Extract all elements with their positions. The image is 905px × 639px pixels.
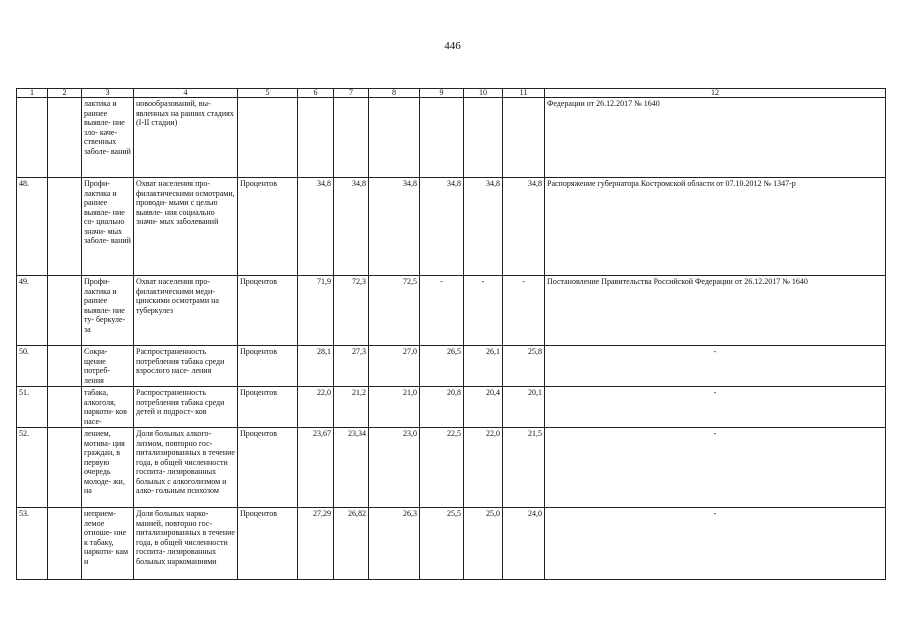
table-row xyxy=(17,98,886,178)
unit-cell: Процентов xyxy=(238,346,298,387)
program-indicators-table xyxy=(16,88,886,580)
unit-cell: Процентов xyxy=(238,178,298,276)
value-cell: 72,3 xyxy=(334,276,369,346)
value-cell: 22,5 xyxy=(420,428,464,508)
empty-cell xyxy=(48,98,82,178)
row-number: 48. xyxy=(17,178,48,276)
value-cell xyxy=(420,98,464,178)
unit-cell: Процентов xyxy=(238,276,298,346)
table-row xyxy=(17,428,886,508)
row-number: 49. xyxy=(17,276,48,346)
value-cell: 27,29 xyxy=(298,508,334,580)
value-cell: 27,0 xyxy=(369,346,420,387)
empty-cell xyxy=(48,508,82,580)
value-cell: - xyxy=(420,276,464,346)
table-row xyxy=(17,508,886,580)
col-header: 2 xyxy=(48,89,82,98)
col-header: 9 xyxy=(420,89,464,98)
col-header: 4 xyxy=(134,89,238,98)
row-number: 52. xyxy=(17,428,48,508)
table-row xyxy=(17,178,886,276)
value-cell: 20,8 xyxy=(420,387,464,428)
empty-cell xyxy=(48,387,82,428)
empty-cell xyxy=(48,346,82,387)
value-cell: 23,67 xyxy=(298,428,334,508)
value-cell: 22,0 xyxy=(298,387,334,428)
value-cell: 34,8 xyxy=(369,178,420,276)
basis-cell: Федерации от 26.12.2017 № 1640 xyxy=(545,98,886,178)
indicator-cell: Распространенность потребления табака среди взрослого насе- ления xyxy=(134,346,238,387)
row-number: 50. xyxy=(17,346,48,387)
value-cell: 26,82 xyxy=(334,508,369,580)
indicator-cell: Охват населения про- филактическими осмотрами, проводи- мыми с целью выявле- ния социально значи- мых заболеваний xyxy=(134,178,238,276)
unit-cell: Процентов xyxy=(238,387,298,428)
basis-cell: - xyxy=(545,428,886,508)
basis-cell: - xyxy=(545,508,886,580)
col-header: 7 xyxy=(334,89,369,98)
basis-cell: Постановление Правительства Российской Федерации от 26.12.2017 № 1640 xyxy=(545,276,886,346)
indicator-cell: новообразований, вы- явленных на ранних стадиях (I-II стадии) xyxy=(134,98,238,178)
value-cell: 72,5 xyxy=(369,276,420,346)
value-cell: 21,5 xyxy=(503,428,545,508)
value-cell: 25,8 xyxy=(503,346,545,387)
col-header: 5 xyxy=(238,89,298,98)
column-number-row xyxy=(17,89,886,98)
empty-cell xyxy=(48,178,82,276)
basis-cell: - xyxy=(545,387,886,428)
value-cell: 34,8 xyxy=(503,178,545,276)
value-cell: 34,8 xyxy=(464,178,503,276)
value-cell: 23,34 xyxy=(334,428,369,508)
value-cell: 24,0 xyxy=(503,508,545,580)
col-header: 3 xyxy=(82,89,134,98)
task-cell: неприем- лемое отноше- ние к табаку, наркоти- кам и xyxy=(82,508,134,580)
value-cell: 27,3 xyxy=(334,346,369,387)
row-number: 51. xyxy=(17,387,48,428)
empty-cell xyxy=(48,276,82,346)
value-cell: 21,0 xyxy=(369,387,420,428)
col-header: 12 xyxy=(545,89,886,98)
value-cell: 25,0 xyxy=(464,508,503,580)
task-cell: лактика и раннее выявле- ние зло- каче- ственных заболе- ваний xyxy=(82,98,134,178)
col-header: 11 xyxy=(503,89,545,98)
col-header: 6 xyxy=(298,89,334,98)
empty-cell xyxy=(48,428,82,508)
value-cell: 26,1 xyxy=(464,346,503,387)
value-cell: 20,1 xyxy=(503,387,545,428)
col-header: 1 xyxy=(17,89,48,98)
value-cell: 28,1 xyxy=(298,346,334,387)
value-cell: 26,3 xyxy=(369,508,420,580)
indicator-cell: Охват населения про- филактическими меди- цинскими осмотрами на туберкулез xyxy=(134,276,238,346)
value-cell: 23,0 xyxy=(369,428,420,508)
indicator-cell: Распространенность потребления табака среди детей и подрост- ков xyxy=(134,387,238,428)
unit-cell: Процентов xyxy=(238,428,298,508)
indicator-cell: Доля больных алкого- лизмом, повторно гос- питализированных в течение года, в общей численности госпита- лизированных больных с алкоголизмом и алко- гольным психозом xyxy=(134,428,238,508)
value-cell: - xyxy=(503,276,545,346)
task-cell: табака, алкоголя, наркоти- ков насе- xyxy=(82,387,134,428)
task-cell: Профи- лактика и раннее выявле- ние ту- беркуле- за xyxy=(82,276,134,346)
value-cell: 34,8 xyxy=(298,178,334,276)
value-cell xyxy=(298,98,334,178)
table-row xyxy=(17,387,886,428)
value-cell xyxy=(503,98,545,178)
value-cell: 22,0 xyxy=(464,428,503,508)
value-cell: 25,5 xyxy=(420,508,464,580)
table-row xyxy=(17,276,886,346)
task-cell: Сокра- щение потреб- ления xyxy=(82,346,134,387)
row-number xyxy=(17,98,48,178)
basis-cell: - xyxy=(545,346,886,387)
col-header: 8 xyxy=(369,89,420,98)
value-cell: - xyxy=(464,276,503,346)
unit-cell xyxy=(238,98,298,178)
task-cell: Профи- лактика и раннее выявле- ние со- циально значи- мых заболе- ваний xyxy=(82,178,134,276)
value-cell xyxy=(369,98,420,178)
unit-cell: Процентов xyxy=(238,508,298,580)
value-cell xyxy=(464,98,503,178)
value-cell xyxy=(334,98,369,178)
value-cell: 21,2 xyxy=(334,387,369,428)
value-cell: 34,8 xyxy=(420,178,464,276)
task-cell: лением, мотива- ция граждан, в первую очередь молоде- жи, на xyxy=(82,428,134,508)
page-number: 446 xyxy=(444,40,461,52)
value-cell: 26,5 xyxy=(420,346,464,387)
value-cell: 71,9 xyxy=(298,276,334,346)
row-number: 53. xyxy=(17,508,48,580)
basis-cell: Распоряжение губернатора Костромской области от 07.10.2012 № 1347-р xyxy=(545,178,886,276)
table-row xyxy=(17,346,886,387)
value-cell: 34,8 xyxy=(334,178,369,276)
indicator-cell: Доля больных нарко- манией, повторно гос- питализированных в течение года, в общей численности госпита- лизированных больных наркоманиями xyxy=(134,508,238,580)
value-cell: 20,4 xyxy=(464,387,503,428)
col-header: 10 xyxy=(464,89,503,98)
